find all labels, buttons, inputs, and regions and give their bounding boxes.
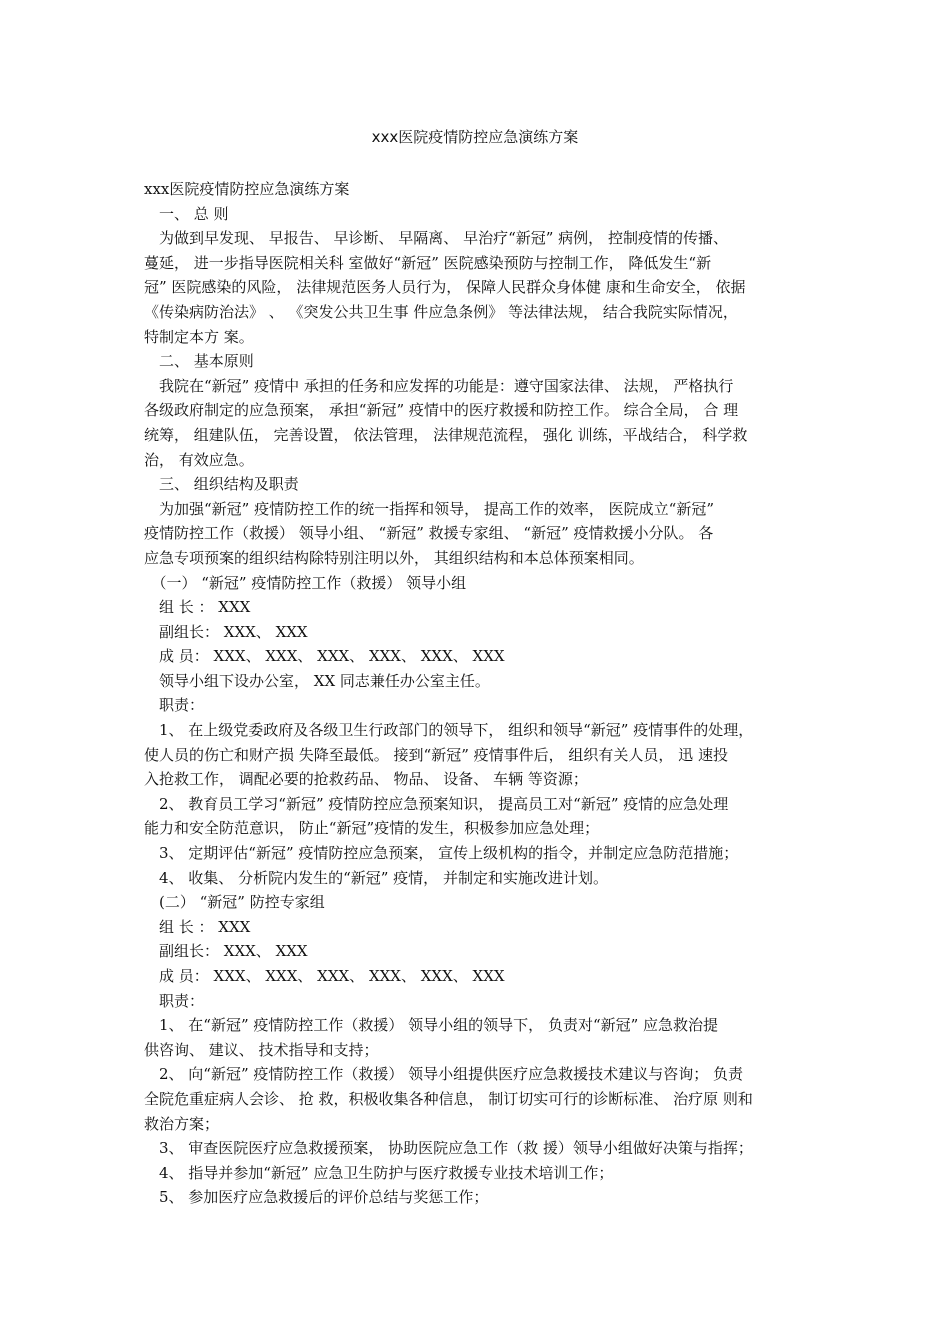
body-line: 成 员： XXX、 XXX、 XXX、 XXX、 XXX、 XXX (144, 647, 505, 666)
body-line: 成 员： XXX、 XXX、 XXX、 XXX、 XXX、 XXX (144, 967, 505, 985)
body-line: 5、 参加医疗应急救援后的评价总结与奖惩工作； (144, 1188, 489, 1207)
subsection-heading: (二） “新冠” 防控专家组 (144, 893, 325, 912)
body-line: 应急专项预案的组织结构除特别注明以外， 其组织结构和本总体预案相同。 (144, 548, 644, 567)
body-line: 治， 有效应急。 (144, 450, 254, 469)
body-line: 特制定本方 案。 (144, 327, 254, 346)
body-line: 供咨询、 建议、 技术指导和支持； (144, 1040, 379, 1059)
body-line: 统筹， 组建队伍， 完善设置， 依法管理， 法律规范流程， 强化 训练，平战结合， 科学救 (144, 425, 748, 444)
body-line: 4、 指导并参加“新冠” 应急卫生防护与医疗救援专业技术培训工作； (144, 1163, 614, 1182)
body-line: 《传染病防治法》 、 《突发公共卫生事 件应急条例》 等法律法规， 结合我院实际情况， (144, 302, 738, 321)
document-body (144, 177, 810, 1210)
body-line: 1、 在上级党委政府及各级卫生行政部门的领导下， 组织和领导“新冠” 疫情事件的处理， (144, 721, 754, 740)
body-line: 为加强“新冠” 疫情防控工作的统一指挥和领导， 提高工作的效率， 医院成立“新冠” (144, 499, 714, 518)
body-line: 疫情防控工作（救援） 领导小组、 “新冠” 救援专家组、 “新冠” 疫情救援小分队。 各 (144, 524, 714, 543)
body-line: 3、 定期评估“新冠” 疫情防控应急预案， 宣传上级机构的指令，并制定应急防范措施； (144, 844, 739, 863)
body-line: 为做到早发现、 早报告、 早诊断、 早隔离、 早治疗“新冠” 病例， 控制疫情的传播、 (144, 229, 728, 248)
body-line: 救治方案； (144, 1114, 220, 1133)
body-line: 2、 向“新冠” 疫情防控工作（救援） 领导小组提供医疗应急救援技术建议与咨询； 负责 (144, 1065, 743, 1084)
body-line: 职责： (144, 696, 205, 715)
body-line: 4、 收集、 分析院内发生的“新冠” 疫情， 并制定和实施改进计划。 (144, 868, 608, 887)
body-line: 能力和安全防范意识， 防止“新冠”疫情的发生，积极参加应急处理； (144, 819, 600, 838)
subsection-heading: （一） “新冠” 疫情防控工作（救援） 领导小组 (144, 573, 467, 592)
body-line: xxx医院疫情防控应急演练方案 (144, 180, 350, 198)
body-line: 使人员的伤亡和财产损 失降至最低。 接到“新冠” 疫情事件后， 组织有关人员， 迅 速投 (144, 745, 728, 764)
body-line: 副组长： XXX、 XXX (144, 622, 308, 641)
section-heading: 三、 组织结构及职责 (144, 475, 299, 494)
body-line: 副组长： XXX、 XXX (144, 942, 308, 961)
body-line: 蔓延， 进一步指导医院相关科 室做好“新冠” 医院感染预防与控制工作， 降低发生“新 (144, 253, 712, 272)
body-line: 组 长 ： XXX (144, 598, 251, 617)
body-line: 职责： (144, 991, 205, 1010)
body-line: 我院在“新冠” 疫情中 承担的任务和应发挥的功能是：遵守国家法律、 法规， 严格执行 (144, 376, 734, 395)
body-line: 入抢救工作， 调配必要的抢救药品、 物品、 设备、 车辆 等资源； (144, 770, 588, 789)
section-heading: 二、 基本原则 (144, 352, 254, 371)
body-line: 2、 教育员工学习“新冠” 疫情防控应急预案知识， 提高员工对“新冠” 疫情的应急处理 (144, 794, 729, 813)
document-title: xxx医院疫情防控应急演练方案 (371, 128, 579, 146)
section-heading: 一、 总 则 (144, 204, 229, 223)
body-line: 3、 审查医院医疗应急救援预案， 协助医院应急工作（救 援）领导小组做好决策与指挥； (144, 1139, 753, 1158)
body-line: 领导小组下设办公室， XX 同志兼任办公室主任。 (144, 671, 490, 690)
body-line: 1、 在“新冠” 疫情防控工作（救援） 领导小组的领导下， 负责对“新冠” 应急救治提 (144, 1016, 719, 1035)
body-line: 各级政府制定的应急预案， 承担“新冠” 疫情中的医疗救援和防控工作。 综合全局， 合 理 (144, 401, 739, 420)
body-line: 组 长 ： XXX (144, 917, 251, 936)
body-line: 冠” 医院感染的风险， 法律规范医务人员行为， 保障人民群众身体健 康和生命安全， 依据 (144, 278, 746, 297)
body-line: 全院危重症病人会诊、 抢 救，积极收集各种信息， 制订切实可行的诊断标准、 治疗原 则和 (144, 1089, 753, 1108)
